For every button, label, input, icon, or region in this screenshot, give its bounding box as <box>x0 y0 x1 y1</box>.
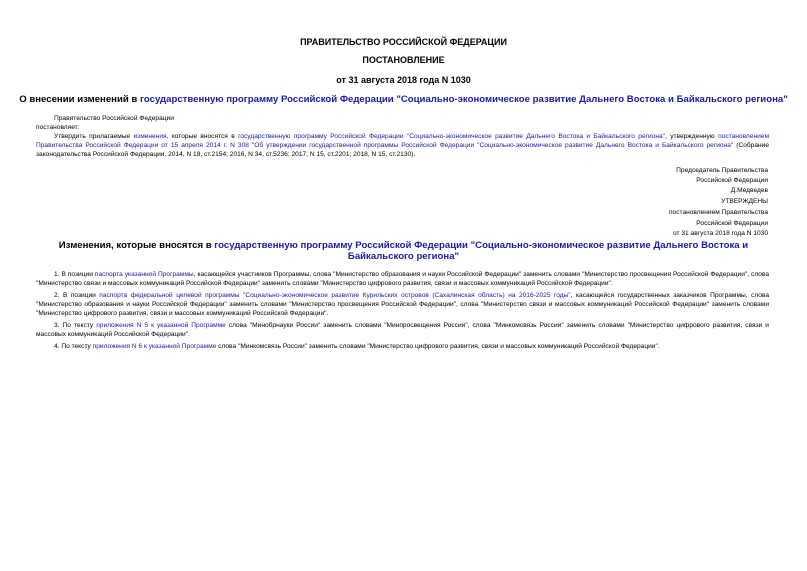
item-4-text-2: слова "Минкомсвязь России" заменить словами "Министерство цифрового развития, связи и массовых коммуникаций Российской Федерации". <box>216 343 660 350</box>
item-1-link[interactable]: паспорта указанной Программы <box>94 271 194 278</box>
changes-program-link[interactable]: государственную программу Российской Федерации "Социально-экономическое развитие Дальнего Востока и Байкальского региона" <box>214 240 749 262</box>
item-3-text-2: слова "Минобрнауки России" заменить словами "Минпросвещения России", слова "Минкомсвязь России" заменить словами "Министерство цифрового развития, связи и массовых коммуникаций Российской Федерации". <box>36 322 769 338</box>
program-link-2[interactable]: государственную программу Российской Федерации "Социально-экономическое развитие Дальнего Востока и Байкальского региона" <box>238 133 666 140</box>
item-2-text-1: 2. В позиции <box>54 292 100 299</box>
item-4-link[interactable]: приложения N 6 к указанной Программе <box>92 343 217 350</box>
changes-title <box>40 240 767 262</box>
approved-label: УТВЕРЖДЕНЫ <box>721 198 768 205</box>
list-item <box>36 342 769 351</box>
item-3-link[interactable]: приложения N 5 к указанной Программе <box>96 322 226 329</box>
signature-name: Д.Медведев <box>730 187 768 194</box>
document-title <box>0 94 807 105</box>
list-item <box>36 270 769 288</box>
resolution-308-link[interactable]: постановлением Правительства Российской Федерации от 15 апреля 2014 г. N 308 "Об утверждении государственной программы Российской Федерации "Социально-экономическое развитие Дальнего Востока и Байкальского региона" <box>36 133 769 149</box>
changes-title-prefix: Изменения, которые вносятся в <box>58 240 215 251</box>
list-item <box>36 291 769 318</box>
item-3-text-1: 3. По тексту <box>54 322 97 329</box>
preamble-decides: постановляет: <box>36 124 80 131</box>
approve-text-3: , утвержденную <box>665 133 719 140</box>
item-4-text-1: 4. По тексту <box>54 343 93 350</box>
approved-by-2: Российской Федерации <box>696 220 768 227</box>
item-2-link[interactable]: паспорта федеральной целевой программы "Социально-экономическое развитие Курильских островов (Сахалинская область) на 2016-2025 годы" <box>99 292 571 299</box>
approved-by-1: постановлением Правительства <box>668 209 768 216</box>
item-2-text-2: , касающейся государственных заказчиков Программы, слова "Министерство образования и науки Российской Федерации" заменить словами "Министерство просвещения Российской Федерации", слова "Министерство связи и массовых коммуникаций Российской Федерации" заменить словами "Министерство цифрового развития, связи и массовых коммуникаций Российской Федерации". <box>36 292 770 317</box>
signature-position-1: Председатель Правительства <box>676 167 768 174</box>
item-1-text-1: 1. В позиции <box>54 271 95 278</box>
list-item <box>36 321 769 339</box>
approve-text-4: (Собрание законодательства Российской Федерации, 2014, N 18, ст.2154; 2016, N 34, ст.5236; 2017, N 15, ст.2201; 2018, N 15, ст.2130). <box>36 142 769 158</box>
approved-date: от 31 августа 2018 года N 1030 <box>673 230 768 237</box>
item-1-text-2: , касающейся участников Программы, слова "Министерство образования и науки Российской Федерации" заменить словами "Министерство просвещения Российской Федерации", слова "Министерство связи и массовых коммуникаций Российской Федерации" заменить словами "Министерство цифрового развития, связи и массовых коммуникаций Российской Федерации". <box>36 271 770 287</box>
government-heading: ПРАВИТЕЛЬСТВО РОССИЙСКОЙ ФЕДЕРАЦИИ <box>300 37 507 47</box>
approve-paragraph <box>36 132 769 159</box>
program-link[interactable]: государственную программу Российской Федерации "Социально-экономическое развитие Дальнего Востока и Байкальского региона" <box>140 94 788 105</box>
document-title-prefix: О внесении изменений в <box>19 94 140 105</box>
approve-text-1: Утвердить прилагаемые <box>54 133 134 140</box>
document-type-heading: ПОСТАНОВЛЕНИЕ <box>362 55 445 65</box>
approve-text-2: , которые вносятся в <box>166 133 239 140</box>
changes-link[interactable]: изменения <box>133 133 167 140</box>
signature-position-2: Российской Федерации <box>696 177 768 184</box>
preamble-issuer: Правительство Российской Федерации <box>54 115 174 122</box>
document-date-number: от 31 августа 2018 года N 1030 <box>336 75 471 85</box>
